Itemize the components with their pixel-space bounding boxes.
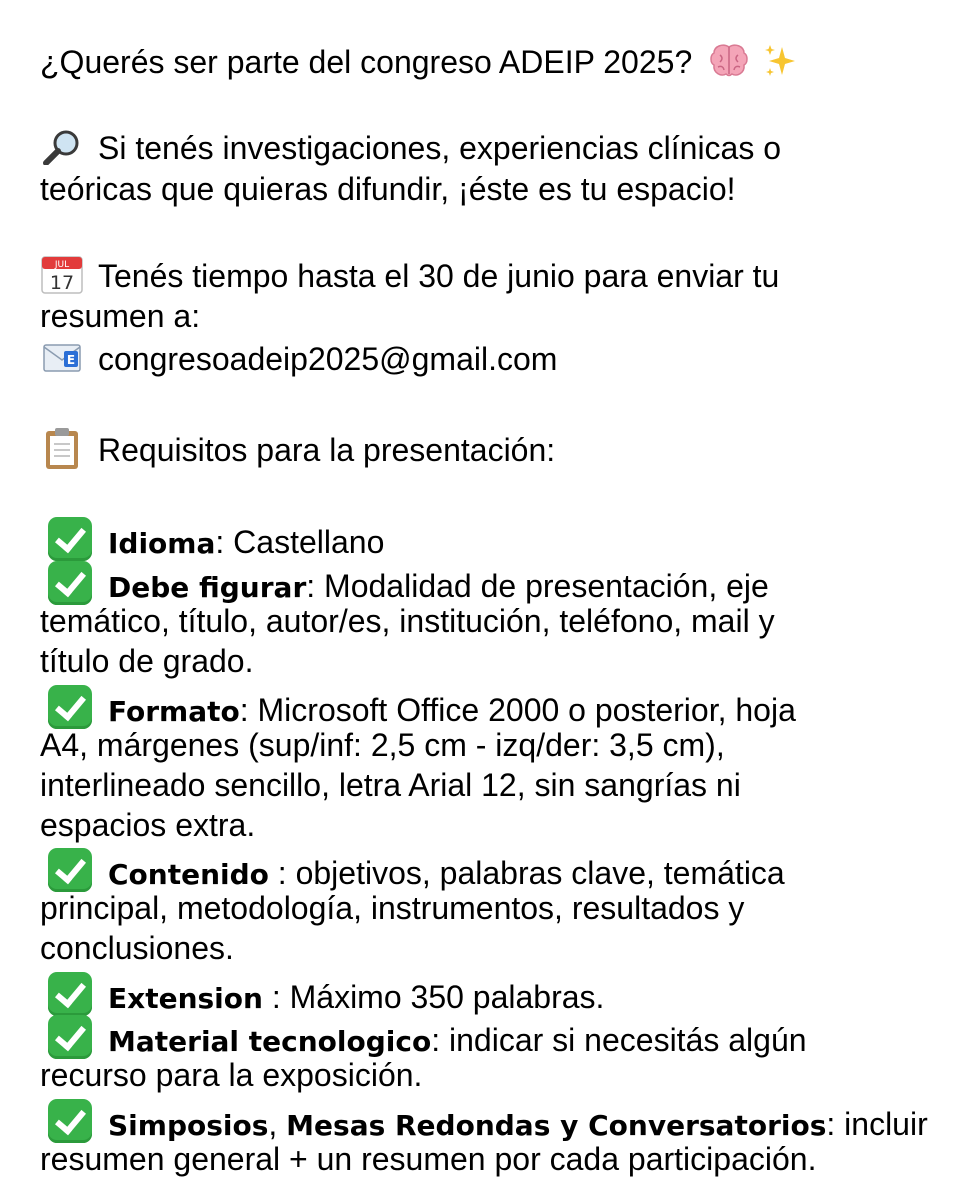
requirement-label: Simposios: [108, 1109, 269, 1142]
requirement-label: Extension: [108, 982, 263, 1015]
requirements-title: Requisitos para la presentación:: [98, 432, 556, 468]
requirement-continuation: [40, 928, 234, 969]
requirement-continuation: [40, 805, 255, 846]
requirement-separator: :: [215, 524, 225, 560]
requirement-separator: :: [826, 1106, 836, 1142]
calendar-day: 17: [49, 272, 75, 294]
requirement-continuation: [40, 1139, 816, 1180]
requirement-separator: :: [239, 692, 249, 728]
requirements-title-line: [40, 427, 555, 471]
requirement-text: resumen general + un resumen por cada participación.: [40, 1141, 817, 1177]
envelope-icon: [40, 340, 84, 376]
requirement-text: espacios extra.: [40, 807, 256, 843]
requirement-separator: :: [268, 855, 287, 891]
requirement-text: Máximo 350 palabras.: [280, 979, 605, 1015]
requirement-label-separator: ,: [268, 1106, 287, 1142]
intro-deadline-text-2: resumen a:: [40, 298, 201, 334]
intro-search-text-1: Si tenés investigaciones, experiencias clínicas o: [98, 130, 782, 166]
requirement-continuation: [40, 725, 725, 766]
requirement-text: A4, márgenes (sup/inf: 2,5 cm - izq/der: 3,5 cm),: [40, 727, 725, 763]
intro-question-line: [40, 42, 798, 83]
requirement-label: Formato: [108, 695, 240, 728]
requirement-text: incluir: [835, 1106, 928, 1142]
requirement-label-2: Mesas Redondas y Conversatorios: [286, 1109, 827, 1142]
requirement-text: interlineado sencillo, letra Arial 12, sin sangrías ni: [40, 767, 741, 803]
intro-search-text-2: teóricas que quieras difundir, ¡éste es tu espacio!: [40, 171, 736, 207]
requirement-idioma: [40, 517, 384, 564]
requirement-text: temático, título, autor/es, institución, teléfono, mail y: [40, 603, 775, 639]
check-icon: [48, 1099, 92, 1143]
check-icon: [48, 561, 92, 605]
requirement-extension: [40, 972, 604, 1019]
requirement-continuation: [40, 641, 253, 682]
requirement-text: principal, metodología, instrumentos, resultados y: [40, 890, 745, 926]
requirement-continuation: [40, 888, 744, 929]
requirement-continuation: [40, 601, 775, 642]
email-line: [40, 339, 557, 380]
requirement-continuation: [40, 765, 741, 806]
requirement-separator: :: [262, 979, 281, 1015]
svg-text:E: E: [66, 353, 76, 367]
check-icon: [48, 685, 92, 729]
requirement-label: Idioma: [108, 527, 216, 560]
requirement-text: Castellano: [224, 524, 385, 560]
requirement-text: objetivos, palabras clave, temática: [286, 855, 785, 891]
clipboard-icon: [40, 427, 84, 471]
requirement-label: Contenido: [108, 858, 269, 891]
requirement-text: indicar si necesitás algún: [440, 1022, 807, 1058]
check-icon: [48, 1015, 92, 1059]
sparkles-icon: [762, 43, 798, 79]
requirement-text: recurso para la exposición.: [40, 1057, 423, 1093]
intro-question: ¿Querés ser parte del congreso ADEIP 2025?: [40, 44, 693, 80]
calendar-month: JUL: [54, 260, 70, 270]
intro-deadline-line-1: [40, 255, 779, 297]
requirement-text: Microsoft Office 2000 o posterior, hoja: [248, 692, 796, 728]
check-icon: [48, 517, 92, 561]
intro-search-line-1: [40, 128, 781, 169]
requirement-separator: :: [306, 568, 316, 604]
requirement-label: Debe figurar: [108, 571, 307, 604]
requirement-label: Material tecnologico: [108, 1025, 432, 1058]
email-address[interactable]: congresoadeip2025@gmail.com: [98, 341, 558, 377]
magnifying-glass-icon: [40, 129, 84, 165]
check-icon: [48, 848, 92, 892]
brain-icon: [709, 43, 749, 79]
calendar-icon: [40, 255, 84, 295]
intro-deadline-text-1: Tenés tiempo hasta el 30 de junio para enviar tu: [98, 258, 780, 294]
requirement-text: Modalidad de presentación, eje: [315, 568, 769, 604]
intro-search-line-2: [40, 169, 736, 210]
requirement-text: conclusiones.: [40, 930, 234, 966]
intro-deadline-line-2: [40, 296, 200, 337]
requirement-text: título de grado.: [40, 643, 254, 679]
check-icon: [48, 972, 92, 1016]
requirement-continuation: [40, 1055, 422, 1096]
requirement-separator: :: [431, 1022, 441, 1058]
